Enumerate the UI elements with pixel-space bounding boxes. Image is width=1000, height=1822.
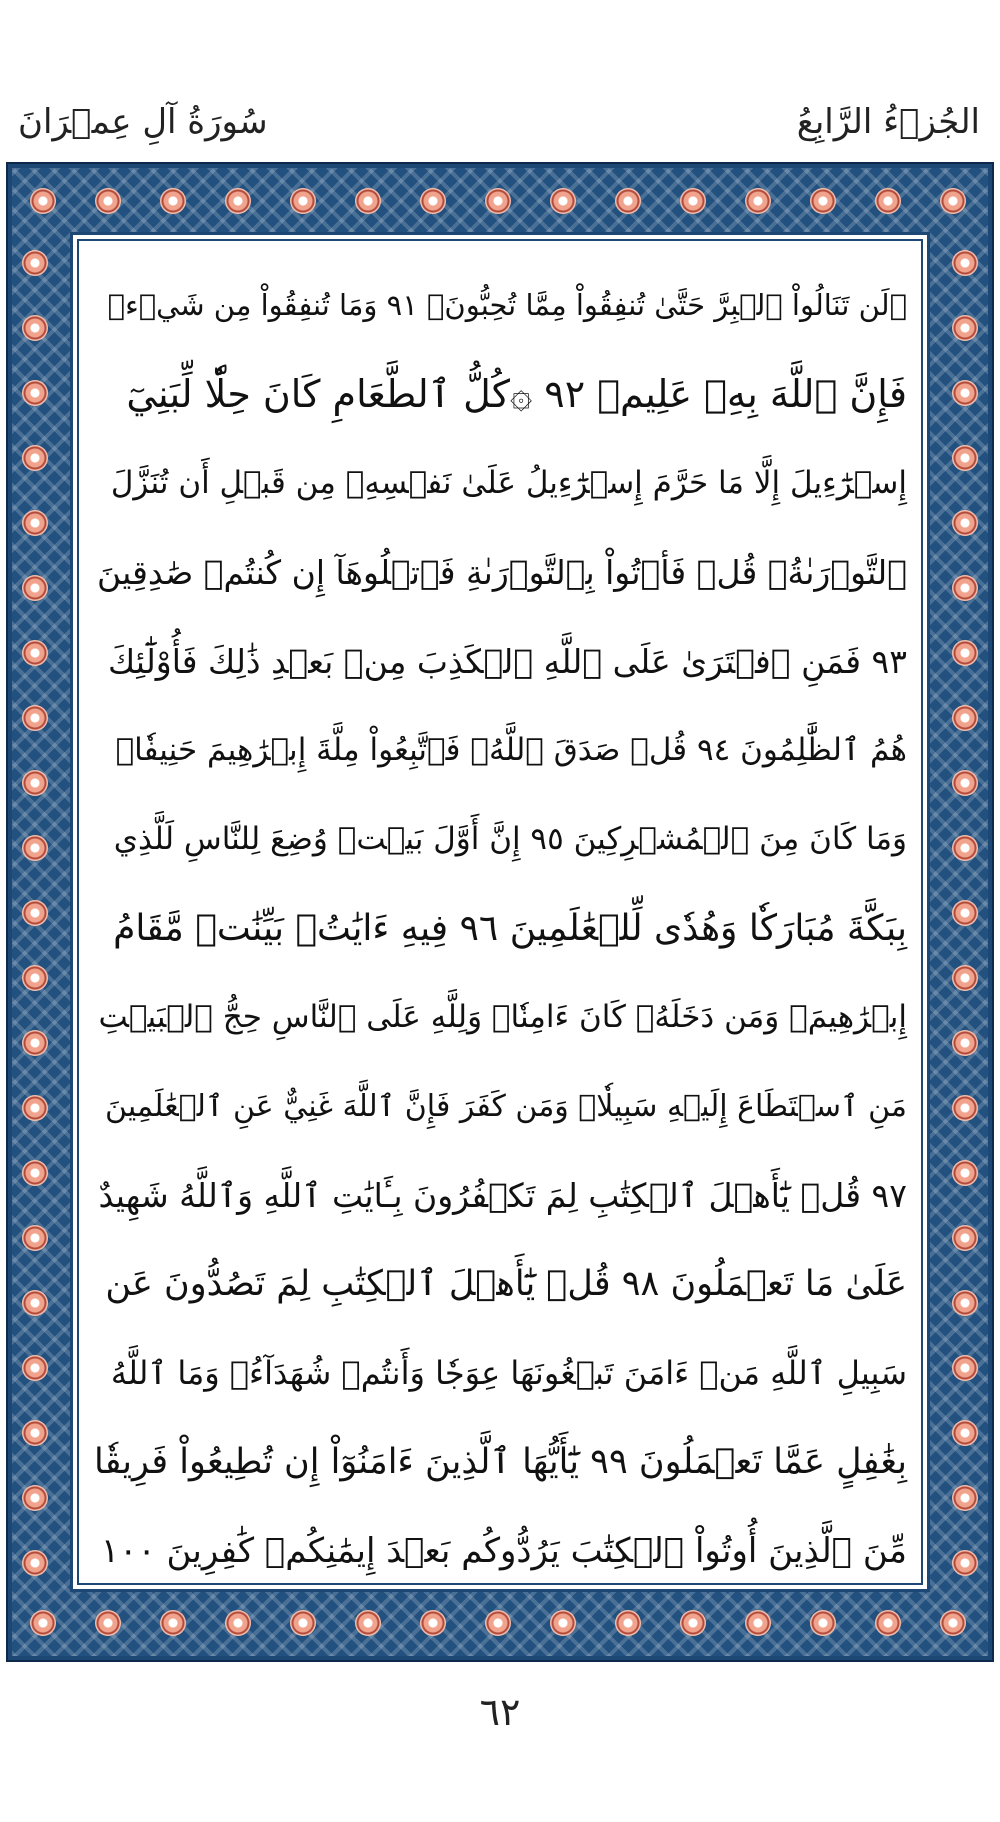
rosette-ornament [952,1550,978,1576]
rosette-ornament [225,188,251,214]
rosette-ornament [952,1355,978,1381]
rosette-ornament [22,1225,48,1251]
rosette-ornament [355,188,381,214]
text-line [93,1236,907,1332]
rosette-ornament [225,1610,251,1636]
rosette-ornament [290,1610,316,1636]
rosette-ornament [22,1160,48,1186]
text-line [93,791,907,887]
text-line [93,257,907,353]
rosette-ornament [952,1420,978,1446]
rosette-ornament [22,900,48,926]
text-line [93,524,907,620]
rosette-ornament [952,1485,978,1511]
text-line-content: مِّنَ ٱلَّذِينَ أُوتُواْ ٱلۡكِتَٰبَ يَرُدُّوكُم بَعۡدَ إِيمَٰنِكُمۡ كَٰفِرِينَ ١٠٠ [100,1531,907,1571]
rosette-ornament [952,1225,978,1251]
rosette-ornament [952,510,978,536]
quran-text [73,235,927,1589]
rosette-ornament [420,188,446,214]
rosette-ornament [22,1485,48,1511]
rosette-ornament [22,640,48,666]
text-line [93,1503,907,1599]
text-line [93,969,907,1065]
rosette-ornament [952,250,978,276]
rosette-ornament [952,1160,978,1186]
text-line [93,613,907,709]
text-line-content: ٩٣ فَمَنِ ٱفۡتَرَىٰ عَلَى ٱللَّهِ ٱلۡكَذِبَ مِنۢ بَعۡدِ ذَٰلِكَ فَأُوْلَٰٓئِكَ [107,641,907,681]
rosette-ornament [615,188,641,214]
rosette-ornament [810,1610,836,1636]
rosette-ornament [22,770,48,796]
rosette-ornament [290,188,316,214]
rosette-ornament [952,315,978,341]
rosette-ornament [22,380,48,406]
rosette-ornament [952,900,978,926]
rosette-ornament [22,1030,48,1056]
text-line [93,1058,907,1154]
rosette-ornament [875,1610,901,1636]
rosette-ornament [952,835,978,861]
rosette-ornament [952,640,978,666]
text-line-content: هُمُ ٱلظَّٰلِمُونَ ٩٤ قُلۡ صَدَقَ ٱللَّهُۗ فَٱتَّبِعُواْ مِلَّةَ إِبۡرَٰهِيمَ حَنِيفٗاۖ [115,732,907,768]
rosette-ornament [22,1550,48,1576]
rosette-ornament [745,188,771,214]
rosette-ornament [95,1610,121,1636]
rosette-ornament [160,1610,186,1636]
text-line-content: وَمَا كَانَ مِنَ ٱلۡمُشۡرِكِينَ ٩٥ إِنَّ أَوَّلَ بَيۡتٖ وُضِعَ لِلنَّاسِ لَلَّذِي [113,821,907,857]
text-line-content: فَإِنَّ ٱللَّهَ بِهِۦ عَلِيمٞ ٩٢ ۞كُلُّ ٱلطَّعَامِ كَانَ حِلّٗا لِّبَنِيٓ [126,372,907,416]
rosette-ornament [680,1610,706,1636]
rosette-ornament [875,188,901,214]
text-line-content: بِغَٰفِلٍ عَمَّا تَعۡمَلُونَ ٩٩ يَٰٓأَيُّهَا ٱلَّذِينَ ءَامَنُوٓاْ إِن تُطِيعُواْ فَرِيقٗا [93,1442,907,1482]
rosette-ornament [550,188,576,214]
page-number: ٦٢ [479,1690,521,1734]
text-line [93,435,907,531]
rosette-ornament [485,1610,511,1636]
rosette-ornament [22,1355,48,1381]
rosette-ornament [680,188,706,214]
rosette-ornament [95,188,121,214]
rosette-ornament [952,1290,978,1316]
rosette-ornament [160,188,186,214]
rosette-ornament [30,188,56,214]
juz-title: الجُزۡءُ الرَّابِعُ [796,102,980,142]
rosette-ornament [615,1610,641,1636]
rosette-ornament [30,1610,56,1636]
rosette-ornament [22,1420,48,1446]
rosette-ornament [22,965,48,991]
rosette-ornament [952,445,978,471]
rosette-ornament [940,1610,966,1636]
text-line-content: بِبَكَّةَ مُبَارَكٗا وَهُدٗى لِّلۡعَٰلَمِينَ ٩٦ فِيهِ ءَايَٰتُۢ بَيِّنَٰتٞ مَّقَامُ [113,907,907,949]
text-line [93,1414,907,1510]
rosette-ornament [355,1610,381,1636]
text-line-content: إِبۡرَٰهِيمَۖ وَمَن دَخَلَهُۥ كَانَ ءَامِنٗاۗ وَلِلَّهِ عَلَى ٱلنَّاسِ حِجُّ ٱلۡبَيۡتِ [98,999,907,1035]
text-line-content: ٱلتَّوۡرَىٰةُۚ قُلۡ فَأۡتُواْ بِٱلتَّوۡرَىٰةِ فَٱتۡلُوهَآ إِن كُنتُمۡ صَٰدِقِينَ [97,552,907,592]
rosette-ornament [420,1610,446,1636]
rosette-ornament [952,705,978,731]
text-line-content: ٩٧ قُلۡ يَٰٓأَهۡلَ ٱلۡكِتَٰبِ لِمَ تَكۡفُرُونَ بِـَٔايَٰتِ ٱللَّهِ وَٱللَّهُ شَهِيدٌ [98,1175,907,1215]
rosette-ornament [550,1610,576,1636]
rosette-ornament [22,445,48,471]
rosette-ornament [745,1610,771,1636]
rosette-ornament [940,188,966,214]
text-line-content: مَنِ ٱسۡتَطَاعَ إِلَيۡهِ سَبِيلٗاۚ وَمَن كَفَرَ فَإِنَّ ٱللَّهَ غَنِيٌّ عَنِ ٱلۡعَٰلَمِينَ [105,1088,907,1124]
text-panel [70,232,930,1592]
text-line [93,1325,907,1421]
rosette-ornament [22,510,48,536]
text-line-content: سَبِيلِ ٱللَّهِ مَنۡ ءَامَنَ تَبۡغُونَهَا عِوَجٗا وَأَنتُمۡ شُهَدَآءُۗ وَمَا ٱللَّهُ [110,1354,907,1392]
text-line-content: عَلَىٰ مَا تَعۡمَلُونَ ٩٨ قُلۡ يَٰٓأَهۡلَ ٱلۡكِتَٰبِ لِمَ تَصُدُّونَ عَن [105,1264,907,1304]
rosette-ornament [22,705,48,731]
surah-title: سُورَةُ آلِ عِمۡرَانَ [18,102,268,142]
rosette-ornament [22,1290,48,1316]
rosette-ornament [22,250,48,276]
rosette-ornament [952,380,978,406]
rosette-ornament [22,835,48,861]
text-line [93,880,907,976]
rosette-ornament [22,575,48,601]
rosette-ornament [952,575,978,601]
rosette-ornament [952,1030,978,1056]
rosette-ornament [952,965,978,991]
text-line [93,1147,907,1243]
text-line-content: إِسۡرَٰٓءِيلَ إِلَّا مَا حَرَّمَ إِسۡرَٰٓءِيلُ عَلَىٰ نَفۡسِهِۦ مِن قَبۡلِ أَن تُنَزَّلَ [110,465,907,501]
text-line [93,702,907,798]
text-line [93,346,907,442]
rosette-ornament [952,1095,978,1121]
rosette-ornament [22,1095,48,1121]
rosette-ornament [952,770,978,796]
rosette-ornament [485,188,511,214]
rosette-ornament [810,188,836,214]
rosette-ornament [22,315,48,341]
text-line-content: ۞لَن تَنَالُواْ ٱلۡبِرَّ حَتَّىٰ تُنفِقُواْ مِمَّا تُحِبُّونَۚ ٩١ وَمَا تُنفِقُواْ مِن شَيۡءٖ [107,288,907,322]
